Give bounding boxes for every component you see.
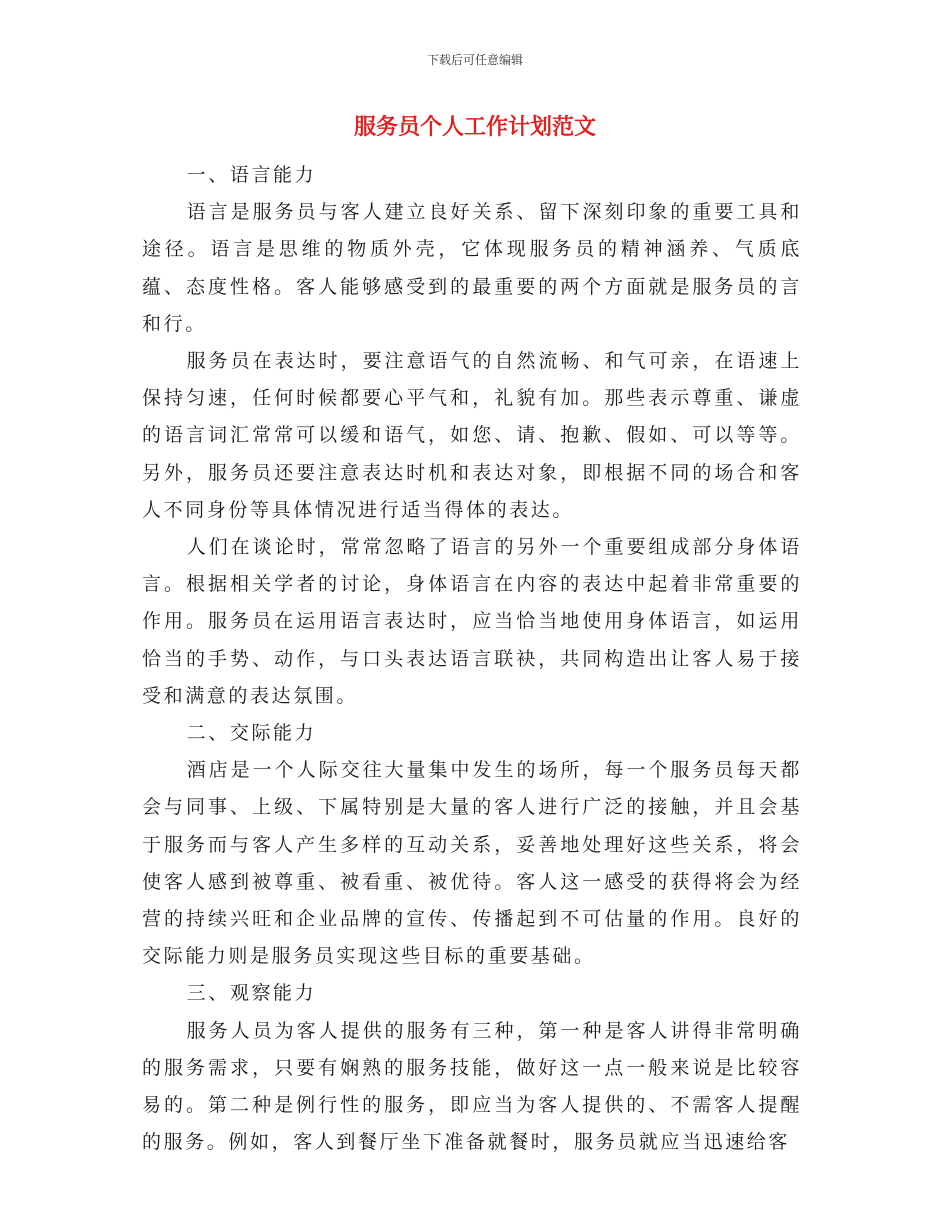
paragraph: 酒店是一个人际交往大量集中发生的场所，每一个服务员每天都会与同事、上级、下属特别是大量的客人进行广泛的接触，并且会基于服务而与客人产生多样的互动关系，妥善地处理好这些关系，将会使客人感到被尊重、被看重、被优待。客人这一感受的获得将会为经营的持续兴旺和企业品牌的宣传、传播起到不可估量的作用。良好的交际能力则是服务员实现这些目标的重要基础。 bbox=[142, 759, 802, 968]
paragraph: 服务人员为客人提供的服务有三种，第一种是客人讲得非常明确的服务需求，只要有娴熟的服务技能，做好这一点一般来说是比较容易的。第二种是例行性的服务，即应当为客人提供的、不需客人提醒的服务。例如，客人到餐厅坐下准备就餐时，服务员就应当迅速给客 bbox=[142, 1019, 802, 1154]
page-header: 下载后可任意编辑 bbox=[426, 53, 523, 67]
section-heading-observation: 三、观察能力 bbox=[186, 982, 317, 1005]
paragraph: 服务员在表达时，要注意语气的自然流畅、和气可亲，在语速上保持匀速，任何时候都要心平气和，礼貌有加。那些表示尊重、谦虚的语言词汇常常可以缓和语气，如您、请、抱歉、假如、可以等等。另外，服务员还要注意表达时机和表达对象，即根据不同的场合和客人不同身份等具体情况进行适当得体的表达。 bbox=[142, 350, 802, 521]
paragraph: 人们在谈论时，常常忽略了语言的另外一个重要组成部分身体语言。根据相关学者的讨论，身体语言在内容的表达中起着非常重要的作用。服务员在运用语言表达时，应当恰当地使用身体语言，如运用恰当的手势、动作，与口头表达语言联袂，共同构造出让客人易于接受和满意的表达氛围。 bbox=[142, 536, 802, 707]
section-heading-language: 一、语言能力 bbox=[186, 164, 317, 186]
document-body bbox=[142, 157, 802, 1161]
section-heading-communication: 二、交际能力 bbox=[186, 722, 317, 745]
document-title: 服务员个人工作计划范文 bbox=[353, 115, 596, 140]
paragraph: 语言是服务员与客人建立良好关系、留下深刻印象的重要工具和途径。语言是思维的物质外壳，它体现服务员的精神涵养、气质底蕴、态度性格。客人能够感受到的最重要的两个方面就是服务员的言和行。 bbox=[142, 201, 802, 335]
